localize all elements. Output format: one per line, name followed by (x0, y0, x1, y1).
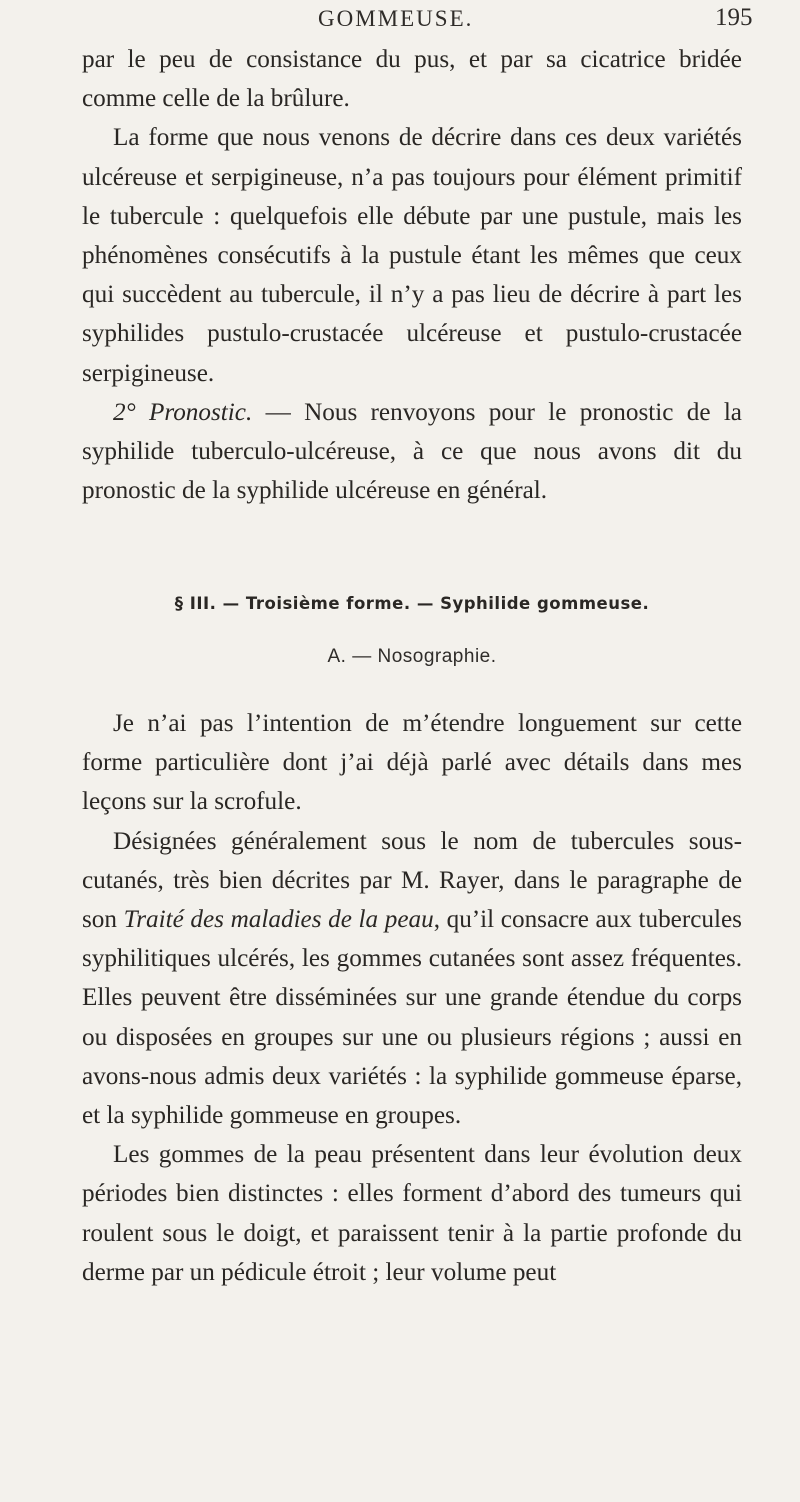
paragraph-prognostic (82, 393, 742, 511)
prognostic-label: 2° Pronostic. (113, 398, 253, 426)
rayer-text-before: Désignées généralement sous le nom de tubercules sous-cutanés, très bien décrites par M. Rayer, dans le paragraphe de son (82, 827, 742, 934)
treatise-title: Traité des maladies de la peau (123, 906, 434, 934)
paragraph-continuation: par le peu de consistance du pus, et par sa cicatrice bridée comme celle de la brûlure. (82, 46, 742, 113)
prognostic-text: — Nous renvoyons pour le pronostic de la syphilide tuberculo-ulcéreuse, à ce que nous avons dit du pronostic de la syphilide ulcéreuse en général. (82, 398, 742, 505)
paragraph-intro: Je n’ai pas l’intention de m’étendre longuement sur cette forme particulière dont j’ai déjà parlé avec détails dans mes leçons sur la scrofule. (82, 710, 742, 816)
body-text-top (82, 40, 742, 510)
page-number: 195 (715, 4, 753, 31)
running-head: GOMMEUSE. (318, 6, 474, 31)
paragraph-rayer (82, 822, 742, 1136)
page-header (0, 0, 800, 40)
sub-heading: A. — Nosographie. (327, 646, 497, 667)
paragraph-varieties: La forme que nous venons de décrire dans ces deux variétés ulcéreuse et serpigineuse, n’a pas toujours pour élément primitif le tubercule : quelquefois elle débute par une pustule, mais les phénomènes consécutifs à la pustule étant les mêmes que ceux qui succèdent au tubercule, il n’y a pas lieu de décrire à part les syphilides pustulo-crustacée ulcéreuse et pustulo-crustacée serpigineuse. (82, 124, 742, 387)
section-heading: § III. — Troisième forme. — Syphilide gommeuse. (174, 594, 650, 613)
paragraph-gommes: Les gommes de la peau présentent dans leur évolution deux périodes bien distinctes : elles forment d’abord des tumeurs qui roulent sous le doigt, et paraissent tenir à la partie profonde du derme par un pédicule étroit ; leur volume peut (82, 1141, 742, 1286)
rayer-text-after: , qu’il consacre aux tubercules syphilitiques ulcérés, les gommes cutanées sont assez fréquentes. Elles peuvent être disséminées sur une grande étendue du corps ou disposées en groupes sur une ou plusieurs régions ; aussi en avons-nous admis deux variétés : la syphilide gommeuse éparse, et la syphilide gommeuse en groupes. (82, 906, 742, 1130)
body-text-bottom (82, 704, 742, 1292)
